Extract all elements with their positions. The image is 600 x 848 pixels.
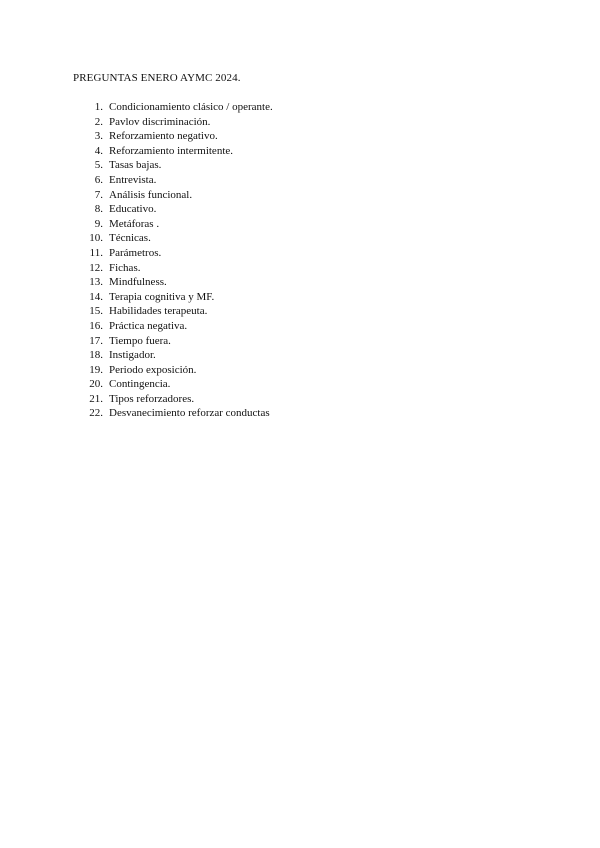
question-number: 11. (89, 246, 103, 259)
question-text: Reforzamiento negativo. (109, 130, 218, 143)
question-text: Contingencia. (109, 378, 171, 391)
question-text: Fichas. (109, 261, 141, 274)
question-number: 18. (89, 349, 103, 362)
question-text: Mindfulness. (109, 276, 167, 289)
question-number: 6. (94, 173, 103, 186)
question-number: 21. (89, 392, 103, 405)
question-number: 22. (89, 407, 103, 420)
question-text: Tiempo fuera. (109, 334, 171, 347)
question-text: Educativo. (109, 203, 157, 216)
question-text: Instigador. (109, 349, 156, 362)
question-text: Periodo exposición. (109, 363, 197, 376)
question-text: Tipos reforzadores. (109, 392, 195, 405)
question-number: 2. (94, 115, 103, 128)
question-text: Práctica negativa. (109, 319, 188, 332)
question-text: Análisis funcional. (109, 188, 193, 201)
question-number: 17. (89, 334, 103, 347)
question-number: 16. (89, 319, 103, 332)
question-number: 1. (94, 101, 103, 113)
question-text: Técnicas. (109, 232, 151, 245)
question-text: Condicionamiento clásico / operante. (109, 101, 273, 113)
question-number: 20. (89, 378, 103, 391)
question-text: Metáforas . (109, 217, 160, 230)
question-number: 8. (94, 203, 103, 216)
question-text: Terapia cognitiva y MF. (109, 290, 215, 303)
question-number: 19. (89, 363, 103, 376)
question-text: Habilidades terapeuta. (109, 305, 208, 318)
question-text: Pavlov discriminación. (109, 115, 211, 128)
question-text: Entrevista. (109, 173, 157, 186)
question-number: 10. (89, 232, 103, 245)
question-text: Tasas bajas. (109, 159, 162, 172)
question-number: 15. (89, 305, 103, 318)
question-text: Reforzamiento intermitente. (109, 144, 234, 157)
question-number: 12. (89, 261, 103, 274)
question-number: 9. (94, 217, 103, 230)
question-text: Parámetros. (109, 246, 162, 259)
question-number: 13. (89, 276, 103, 289)
question-number: 3. (94, 130, 103, 143)
question-number: 14. (89, 290, 103, 303)
question-text: Desvanecimiento reforzar conductas (109, 407, 270, 420)
question-number: 7. (94, 188, 103, 201)
question-number: 5. (94, 159, 103, 172)
question-number: 4. (94, 144, 103, 157)
document-title: PREGUNTAS ENERO AYMC 2024. (73, 72, 241, 84)
